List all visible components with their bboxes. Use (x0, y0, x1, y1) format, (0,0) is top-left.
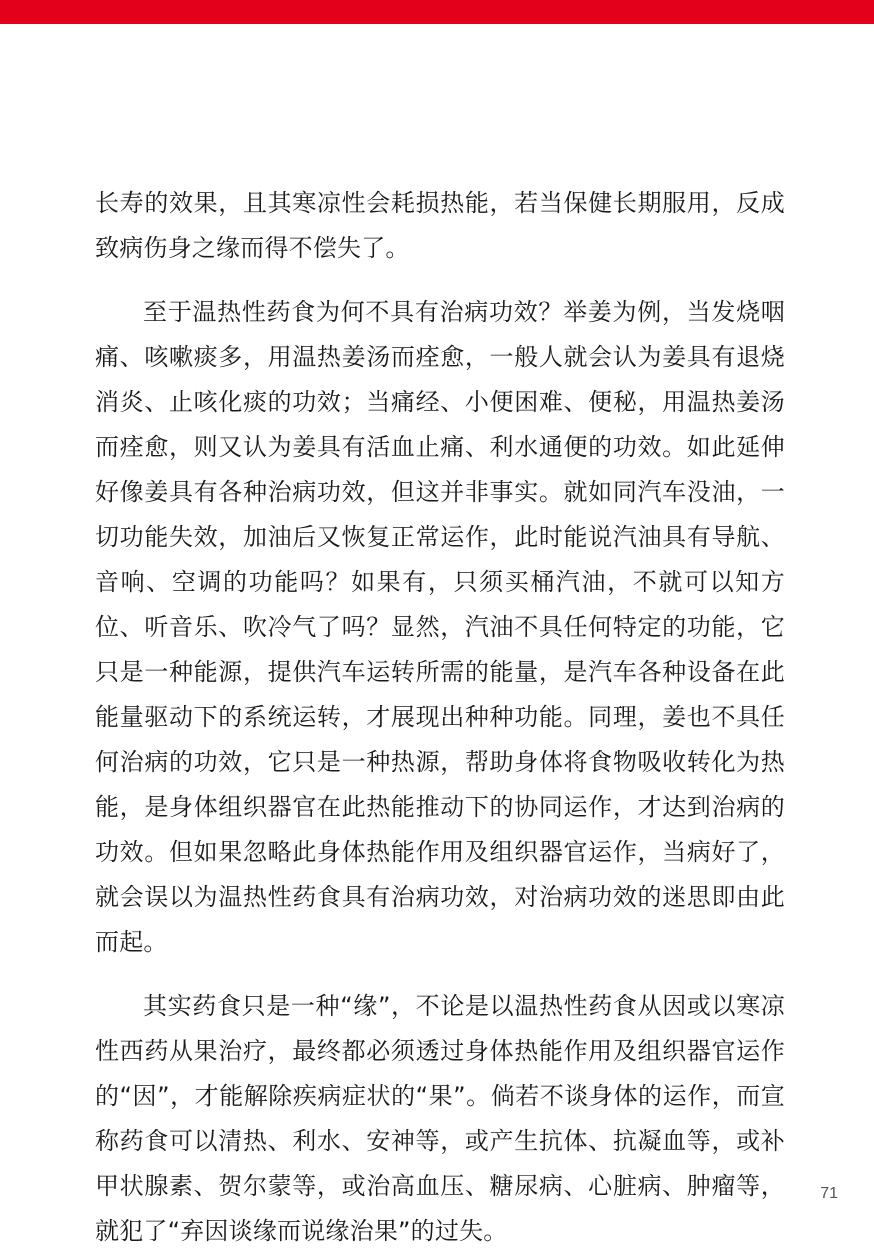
paragraph-ginger-example: 至于温热性药食为何不具有治病功效？举姜为例，当发烧咽痛、咳嗽痰多，用温热姜汤而痊愈，一般人就会认为姜具有退烧消炎、止咳化痰的功效；当痛经、小便困难、便秘，用温热姜汤而痊愈，则又认为姜具有活血止痛、利水通便的功效。如此延伸好像姜具有各种治病功效，但这并非事实。就如同汽车没油，一切功能失效，加油后又恢复正常运作，此时能说汽油具有导航、音响、空调的功能吗？如果有，只须买桶汽油，不就可以知方位、听音乐、吹冷气了吗？显然，汽油不具任何特定的功能，它只是一种能源，提供汽车运转所需的能量，是汽车各种设备在此能量驱动下的系统运转，才展现出种种功能。同理，姜也不具任何治病的功效，它只是一种热源，帮助身体将食物吸收转化为热能，是身体组织器官在此热能推动下的协同运作，才达到治病的功效。但如果忽略此身体热能作用及组织器官运作，当病好了，就会误以为温热性药食具有治病功效，对治病功效的迷思即由此而起。 (95, 298, 785, 956)
paragraph-continuation: 长寿的效果，且其寒凉性会耗损热能，若当保健长期服用，反成致病伤身之缘而得不偿失了。 (95, 189, 785, 262)
page-number: 71 (820, 1185, 838, 1202)
body-text (95, 181, 785, 1254)
top-accent-bar (0, 0, 874, 24)
paragraph-cause-and-condition: 其实药食只是一种“缘”，不论是以温热性药食从因或以寒凉性西药从果治疗，最终都必须透过身体热能作用及组织器官运作的“因”，才能解除疾病症状的“果”。倘若不谈身体的运作，而宣称药食可以清热、利水、安神等，或产生抗体、抗凝血等，或补甲状腺素、贺尔蒙等，或治高血压、糖尿病、心脏病、肿瘤等，就犯了“弃因谈缘而说缘治果”的过失。 (95, 992, 785, 1245)
